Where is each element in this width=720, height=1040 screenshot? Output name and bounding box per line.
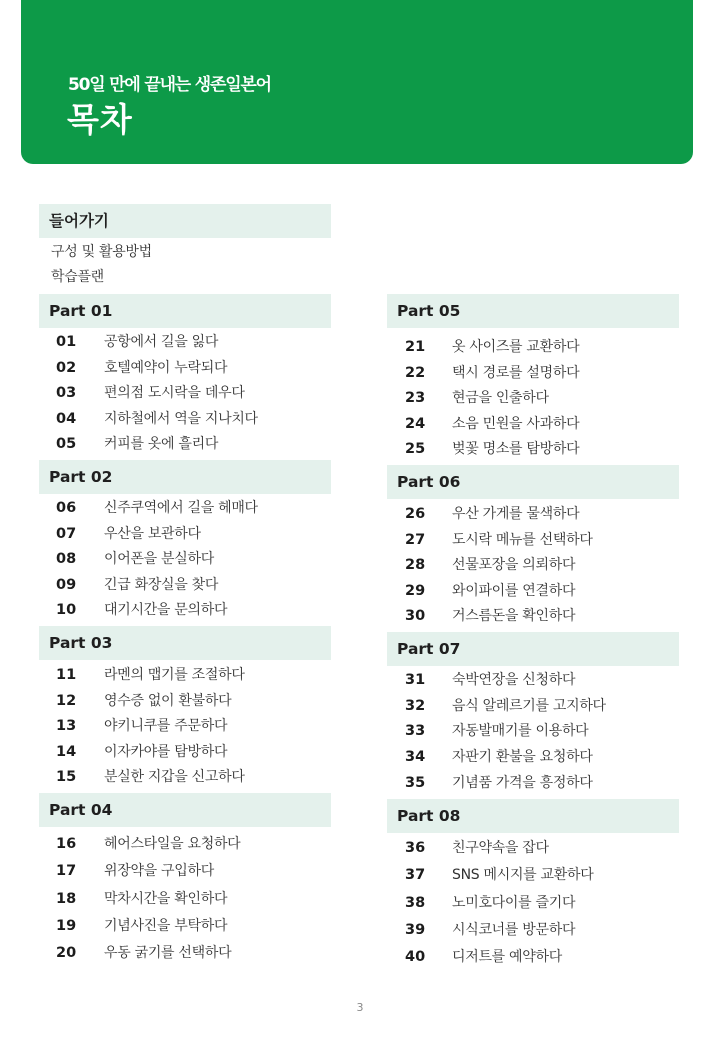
lesson-number: 02 [56,359,77,376]
lesson-number: 33 [405,723,426,740]
lesson-number: 22 [405,364,426,381]
lesson-number: 31 [405,672,426,688]
section-part-2: Part 02 [39,460,331,494]
lesson-number: 38 [405,894,426,911]
lesson-title: 이어폰을 분실하다 [104,551,214,567]
lesson-number: 32 [405,697,426,714]
toc-entry[interactable] [0,530,720,550]
toc-entry[interactable] [0,388,720,408]
lesson-title: 도시락 메뉴를 선택하다 [452,531,593,548]
lesson-title: 벚꽃 명소를 탐방하다 [452,441,580,457]
lesson-title: 막차시간을 확인하다 [104,890,228,907]
lesson-title: 노미호다이를 즐기다 [452,894,576,911]
toc-entry[interactable] [0,747,720,767]
lesson-title: 분실한 지갑을 신고하다 [104,769,245,785]
toc-entry[interactable] [0,696,720,716]
lesson-title: 택시 경로를 설명하다 [452,364,580,381]
lesson-number: 35 [405,774,426,791]
toc-entry[interactable] [0,555,720,575]
lesson-title: 영수증 없이 환불하다 [104,692,232,709]
lesson-number: 15 [56,769,77,785]
lesson-number: 40 [405,949,426,966]
lesson-number: 04 [56,410,77,427]
toc-entry[interactable] [0,363,720,383]
lesson-title: 우산을 보관하다 [104,525,201,542]
lesson-number: 26 [405,506,426,522]
toc-entry[interactable] [0,838,720,858]
lesson-title: 긴급 화장실을 찾다 [104,576,219,593]
book-subtitle: 50일 만에 끝내는 생존일본어 [68,75,271,95]
lesson-title: 와이파이를 연결하다 [452,582,576,599]
toc-entry[interactable] [0,581,720,601]
lesson-number: 14 [56,743,77,760]
lesson-number: 06 [56,500,77,516]
page-number: 3 [356,1001,364,1014]
lesson-number: 01 [56,334,77,350]
lesson-number: 30 [405,608,426,624]
section-part-1: Part 01 [39,294,331,328]
lesson-title: 커피를 옷에 흘리다 [104,436,219,452]
section-part-7: Part 07 [387,632,679,666]
lesson-title: 우동 굵기를 선택하다 [104,945,232,962]
section-part-3: Part 03 [39,626,331,660]
lesson-title: 우산 가게를 물색하다 [452,506,580,522]
lesson-title: 대기시간을 문의하다 [104,602,228,618]
toc-entry[interactable] [0,721,720,741]
lesson-number: 18 [56,890,77,907]
lesson-number: 20 [56,945,77,962]
lesson-title: 친구약속을 잡다 [452,840,549,856]
lesson-title: 야키니쿠를 주문하다 [104,718,228,734]
lesson-title: 숙박연장을 신청하다 [452,672,576,688]
toc-entry[interactable] [0,439,720,459]
lesson-title: 음식 알레르기를 고지하다 [452,697,606,714]
page-title: 목차 [67,100,133,139]
lesson-number: 19 [56,917,77,934]
lesson-number: 34 [405,749,426,766]
section-part-6: Part 06 [387,465,679,499]
lesson-number: 29 [405,582,426,599]
lesson-number: 09 [56,576,77,593]
intro-item[interactable]: 구성 및 활용방법 [51,244,152,260]
toc-entry[interactable] [0,865,720,885]
lesson-title: 자판기 환불을 요청하다 [452,749,593,766]
lesson-number: 27 [405,531,426,548]
lesson-title: 기념품 가격을 흥정하다 [452,774,593,791]
lesson-number: 10 [56,602,77,618]
lesson-number: 12 [56,692,77,709]
lesson-number: 25 [405,441,426,457]
lesson-number: 23 [405,390,426,406]
lesson-number: 21 [405,339,426,355]
lesson-title: 선물포장을 의뢰하다 [452,557,576,573]
lesson-title: 편의점 도시락을 데우다 [104,385,245,401]
toc-entry[interactable] [0,773,720,793]
lesson-title: 거스름돈을 확인하다 [452,608,576,624]
toc-entry[interactable] [0,606,720,626]
section-part-8: Part 08 [387,799,679,833]
lesson-number: 17 [56,863,77,880]
toc-entry[interactable] [0,414,720,434]
lesson-title: 자동발매기를 이용하다 [452,723,589,740]
lesson-number: 11 [56,667,77,683]
lesson-number: 36 [405,840,426,856]
lesson-title: SNS 메시지를 교환하다 [452,867,594,884]
toc-entry[interactable] [0,670,720,690]
section-intro: 들어가기 [39,204,331,238]
lesson-title: 현금을 인출하다 [452,390,549,406]
lesson-title: 위장약을 구입하다 [104,863,214,880]
lesson-number: 13 [56,718,77,734]
intro-item[interactable]: 학습플랜 [51,269,104,285]
lesson-title: 헤어스타일을 요청하다 [104,836,241,852]
lesson-title: 라멘의 맵기를 조절하다 [104,667,245,683]
lesson-title: 옷 사이즈를 교환하다 [452,339,580,355]
lesson-number: 39 [405,921,426,938]
section-part-5: Part 05 [387,294,679,328]
toc-entry[interactable] [0,504,720,524]
lesson-title: 공항에서 길을 잃다 [104,334,219,350]
toc-entry[interactable] [0,893,720,913]
toc-entry[interactable] [0,920,720,940]
lesson-number: 37 [405,867,426,884]
lesson-title: 소음 민원을 사과하다 [452,415,580,432]
lesson-number: 07 [56,525,77,542]
lesson-title: 시식코너를 방문하다 [452,921,576,938]
lesson-title: 지하철에서 역을 지나치다 [104,410,258,427]
lesson-number: 08 [56,551,77,567]
toc-entry[interactable] [0,337,720,357]
lesson-title: 호텔예약이 누락되다 [104,359,228,376]
lesson-number: 05 [56,436,77,452]
lesson-title: 이자카야를 탐방하다 [104,743,228,760]
lesson-number: 16 [56,836,77,852]
lesson-number: 03 [56,385,77,401]
toc-entry[interactable] [0,947,720,967]
lesson-title: 신주쿠역에서 길을 헤매다 [104,500,258,516]
lesson-number: 24 [405,415,426,432]
lesson-title: 디저트를 예약하다 [452,949,562,966]
lesson-number: 28 [405,557,426,573]
lesson-title: 기념사진을 부탁하다 [104,917,228,934]
section-part-4: Part 04 [39,793,331,827]
